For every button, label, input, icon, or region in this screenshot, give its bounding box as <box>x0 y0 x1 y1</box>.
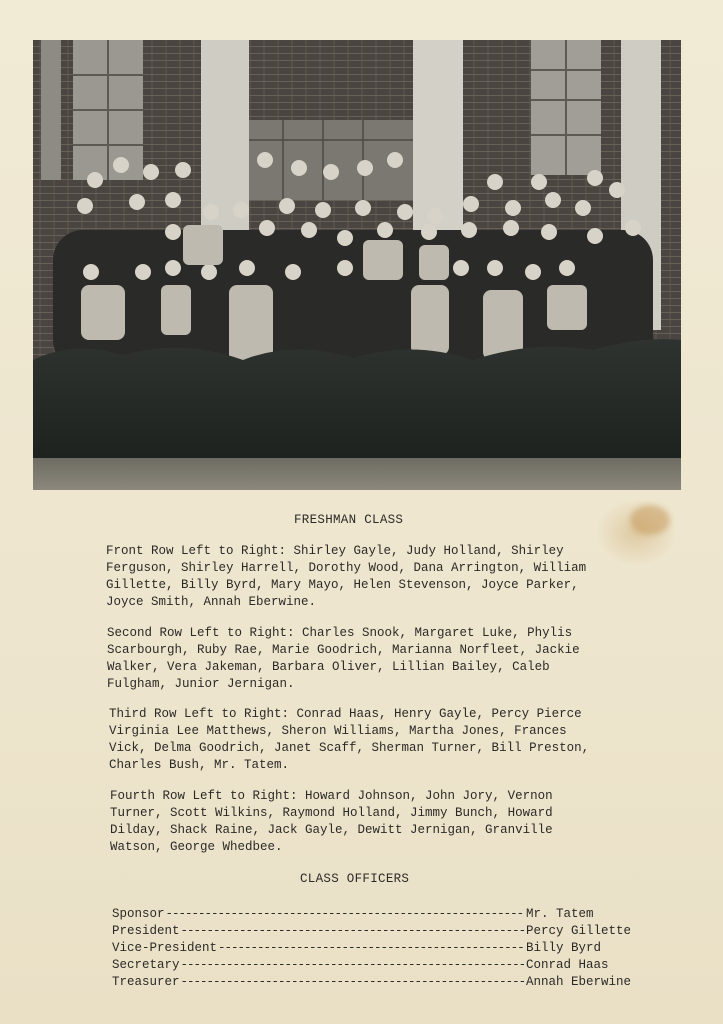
caption-line: Turner, Scott Wilkins, Raymond Holland, Jimmy Bunch, Howard <box>110 806 553 820</box>
caption-line: Vick, Delma Goodrich, Janet Scaff, Sherman Turner, Bill Preston, <box>109 741 590 755</box>
officer-name: Annah Eberwine <box>526 975 632 989</box>
leader-dashes <box>218 940 525 957</box>
leader-dashes <box>181 923 525 940</box>
caption-line: Gillette, Billy Byrd, Mary Mayo, Helen Stevenson, Joyce Parker, <box>106 578 579 592</box>
officer-role: Treasurer <box>112 975 180 989</box>
officer-role: Secretary <box>112 958 180 972</box>
fourth-row-caption <box>110 788 650 856</box>
class-photo <box>33 40 681 490</box>
officer-name: Mr. Tatem <box>526 907 594 921</box>
caption-line: Charles Bush, Mr. Tatem. <box>109 758 290 772</box>
officer-row-secretary <box>112 957 652 974</box>
caption-line: Front Row Left to Right: Shirley Gayle, Judy Holland, Shirley <box>106 544 564 558</box>
caption-line: Scarbourgh, Ruby Rae, Marie Goodrich, Marianna Norfleet, Jackie <box>107 643 580 657</box>
caption-line: Third Row Left to Right: Conrad Haas, Henry Gayle, Percy Pierce <box>109 707 582 721</box>
front-row-caption <box>106 543 646 611</box>
officer-name: Conrad Haas <box>526 958 609 972</box>
caption-line: Second Row Left to Right: Charles Snook, Margaret Luke, Phylis <box>107 626 573 640</box>
water-stain <box>630 505 670 535</box>
third-row-caption <box>109 706 649 774</box>
section-title: FRESHMAN CLASS <box>294 513 404 527</box>
officers-list <box>112 906 652 991</box>
officer-row-sponsor <box>112 906 652 923</box>
caption-line: Fulgham, Junior Jernigan. <box>107 677 295 691</box>
leader-dashes <box>166 906 525 923</box>
caption-line: Ferguson, Shirley Harrell, Dorothy Wood, Dana Arrington, William <box>106 561 587 575</box>
officer-role: Vice-President <box>112 941 218 955</box>
officer-role: Sponsor <box>112 907 165 921</box>
officer-name: Billy Byrd <box>526 941 602 955</box>
officer-name: Percy Gillette <box>526 924 632 938</box>
caption-line: Virginia Lee Matthews, Sheron Williams, Martha Jones, Frances <box>109 724 567 738</box>
officer-row-treasurer <box>112 974 652 991</box>
leader-dashes <box>181 957 525 974</box>
officer-role: President <box>112 924 180 938</box>
caption-line: Watson, George Whedbee. <box>110 840 283 854</box>
caption-line: Joyce Smith, Annah Eberwine. <box>106 595 317 609</box>
second-row-caption <box>107 625 647 693</box>
class-photo-illustration <box>33 40 681 490</box>
leader-dashes <box>181 974 525 991</box>
officers-title: CLASS OFFICERS <box>300 872 410 886</box>
caption-line: Fourth Row Left to Right: Howard Johnson, John Jory, Vernon <box>110 789 553 803</box>
caption-line: Walker, Vera Jakeman, Barbara Oliver, Lillian Bailey, Caleb <box>107 660 550 674</box>
caption-line: Dilday, Shack Raine, Jack Gayle, Dewitt Jernigan, Granville <box>110 823 553 837</box>
officer-row-vice-president <box>112 940 652 957</box>
officer-row-president <box>112 923 652 940</box>
